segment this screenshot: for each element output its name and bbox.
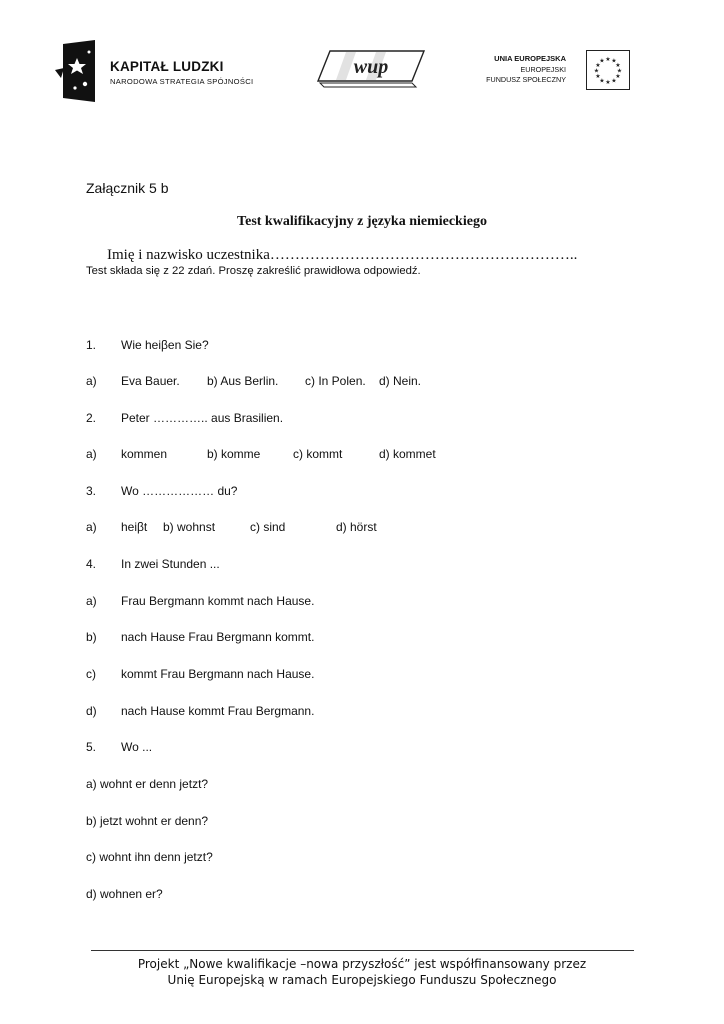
footer-line-2: Unię Europejską w ramach Europejskiego Funduszu Społecznego (167, 973, 557, 987)
svg-text:★: ★ (593, 67, 600, 75)
answer-option[interactable]: Eva Bauer. (121, 374, 180, 388)
kl-title: KAPITAŁ LUDZKI (110, 59, 224, 74)
answer-option[interactable]: b) wohnst (163, 520, 216, 534)
answer-option[interactable]: d) Nein. (379, 374, 422, 388)
answer-text: kommt Frau Bergmann nach Hause. (121, 667, 315, 681)
footer-line-1: Projekt „Nowe kwalifikacje –nowa przyszłość” jest współfinansowany przez (137, 957, 587, 971)
svg-text:★: ★ (605, 56, 611, 63)
question-text: Wie heiβen Sie? (121, 338, 209, 352)
answer-text: b) jetzt wohnt er denn? (86, 814, 209, 828)
svg-text:★: ★ (611, 77, 617, 85)
question-number: 1. (86, 338, 97, 352)
svg-text:★: ★ (595, 73, 601, 80)
question-number: 4. (86, 557, 97, 571)
wup-logo-text: wup (353, 56, 389, 78)
question-text: Wo ... (121, 740, 153, 754)
answer-label: a) (86, 594, 97, 608)
svg-text:★: ★ (599, 57, 605, 65)
answer-text: nach Hause kommt Frau Bergmann. (121, 704, 315, 718)
question-number: 2. (86, 411, 97, 425)
name-field-line: Imię i nazwisko uczestnika…………………………………………………….. (107, 247, 578, 263)
answer-option[interactable]: c) kommt (293, 447, 343, 461)
answer-option[interactable]: b) komme (207, 447, 261, 461)
answer-text: a) wohnt er denn jetzt? (86, 777, 209, 791)
eu-logo (488, 50, 630, 89)
answer-option[interactable]: kommen (121, 447, 168, 461)
eu-line2: EUROPEJSKI (520, 64, 566, 74)
answer-text: Frau Bergmann kommt nach Hause. (121, 594, 315, 608)
question-number: 3. (86, 484, 97, 498)
svg-text:★: ★ (615, 62, 621, 69)
answer-label[interactable]: a) (86, 520, 97, 534)
answer-option[interactable]: c) In Polen. (305, 374, 366, 388)
question-text: Wo ……………… du? (121, 484, 238, 498)
answer-label: d) (86, 704, 97, 718)
svg-text:★: ★ (611, 57, 617, 65)
wup-book-icon (316, 47, 428, 91)
eu-line1: UNIA EUROPEJSKA (494, 54, 566, 63)
kl-subtitle: NARODOWA STRATEGIA SPÓJNOŚCI (110, 77, 254, 86)
answer-text: nach Hause Frau Bergmann kommt. (121, 630, 315, 644)
annex-label: Załącznik 5 b (86, 180, 169, 196)
answer-option[interactable]: c) sind (250, 520, 286, 534)
answer-label[interactable]: a) (86, 374, 97, 388)
answer-option[interactable]: d) kommet (379, 447, 436, 461)
answer-option[interactable]: d) hörst (336, 520, 377, 534)
answer-label: c) (86, 667, 96, 681)
kapital-ludzki-emblem-icon (55, 40, 97, 102)
svg-text:★: ★ (605, 79, 611, 86)
svg-text:★: ★ (599, 77, 605, 85)
answer-text: c) wohnt ihn denn jetzt? (86, 850, 213, 864)
svg-text:★: ★ (616, 67, 623, 75)
svg-text:★: ★ (615, 73, 621, 80)
answer-option[interactable]: b) Aus Berlin. (207, 374, 279, 388)
answer-text: d) wohnen er? (86, 887, 163, 901)
eu-flag-icon (586, 50, 630, 90)
eu-line3: FUNDUSZ SPOŁECZNY (486, 75, 566, 84)
svg-text:★: ★ (595, 62, 601, 69)
question-text: In zwei Stunden ... (121, 557, 220, 571)
kapital-ludzki-logo (55, 40, 255, 102)
answer-label: b) (86, 630, 97, 644)
instructions: Test składa się z 22 zdań. Proszę zakreślić prawidłowa odpowiedź. (86, 265, 421, 277)
question-number: 5. (86, 740, 97, 754)
answer-label[interactable]: a) (86, 447, 97, 461)
wup-logo (316, 47, 428, 91)
footer-divider (91, 950, 634, 951)
question-text: Peter ………….. aus Brasilien. (121, 411, 284, 425)
page-title: Test kwalifikacyjny z języka niemieckiego (237, 214, 487, 229)
answer-option[interactable]: heiβt (121, 520, 148, 534)
